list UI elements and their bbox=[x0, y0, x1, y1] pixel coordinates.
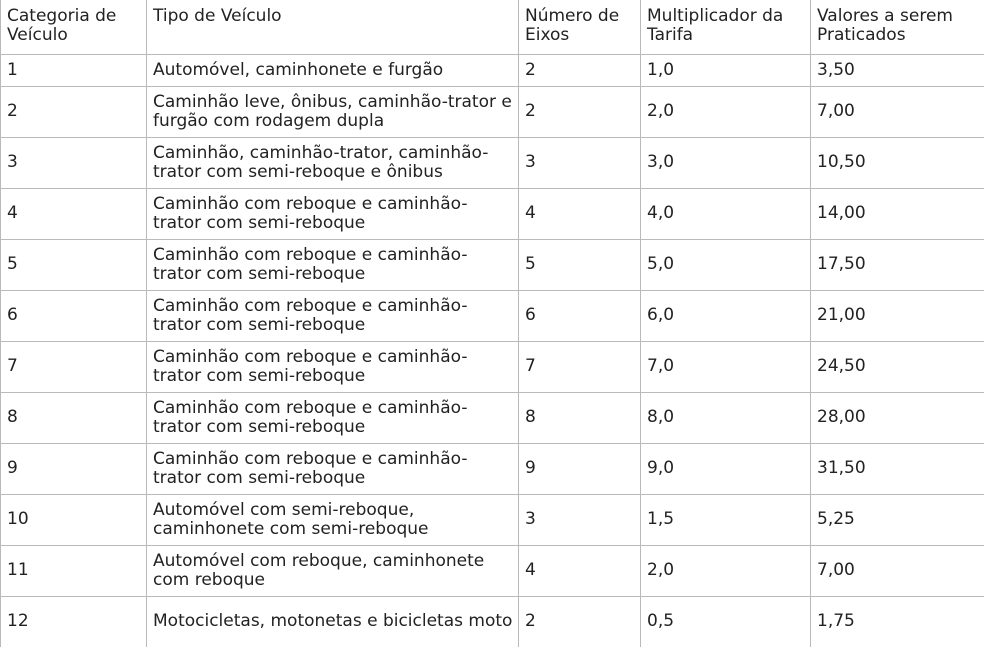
cell-vehicle-type: Automóvel, caminhonete e furgão bbox=[147, 54, 519, 86]
cell-axles: 4 bbox=[519, 188, 641, 239]
cell-axles: 2 bbox=[519, 54, 641, 86]
cell-multiplier: 6,0 bbox=[641, 290, 811, 341]
cell-vehicle-type: Caminhão com reboque e caminhão-trator com semi-reboque bbox=[147, 239, 519, 290]
table-row bbox=[1, 545, 984, 596]
cell-multiplier: 8,0 bbox=[641, 392, 811, 443]
cell-category: 1 bbox=[1, 54, 147, 86]
cell-axles: 5 bbox=[519, 239, 641, 290]
cell-value: 7,00 bbox=[811, 86, 984, 137]
cell-multiplier: 4,0 bbox=[641, 188, 811, 239]
cell-vehicle-type: Caminhão leve, ônibus, caminhão-trator e furgão com rodagem dupla bbox=[147, 86, 519, 137]
cell-value: 21,00 bbox=[811, 290, 984, 341]
cell-vehicle-type: Automóvel com semi-reboque, caminhonete com semi-reboque bbox=[147, 494, 519, 545]
cell-multiplier: 0,5 bbox=[641, 596, 811, 647]
cell-axles: 4 bbox=[519, 545, 641, 596]
cell-axles: 2 bbox=[519, 86, 641, 137]
cell-value: 10,50 bbox=[811, 137, 984, 188]
table-row bbox=[1, 341, 984, 392]
table-row bbox=[1, 188, 984, 239]
cell-axles: 3 bbox=[519, 494, 641, 545]
table-row bbox=[1, 392, 984, 443]
cell-category: 8 bbox=[1, 392, 147, 443]
table-row bbox=[1, 290, 984, 341]
cell-vehicle-type: Caminhão com reboque e caminhão-trator com semi-reboque bbox=[147, 188, 519, 239]
cell-axles: 3 bbox=[519, 137, 641, 188]
cell-axles: 8 bbox=[519, 392, 641, 443]
cell-value: 24,50 bbox=[811, 341, 984, 392]
cell-axles: 9 bbox=[519, 443, 641, 494]
header-row bbox=[1, 0, 984, 54]
table-row bbox=[1, 494, 984, 545]
cell-vehicle-type: Motocicletas, motonetas e bicicletas moto bbox=[147, 596, 519, 647]
cell-category: 5 bbox=[1, 239, 147, 290]
cell-category: 6 bbox=[1, 290, 147, 341]
cell-axles: 6 bbox=[519, 290, 641, 341]
cell-vehicle-type: Caminhão com reboque e caminhão-trator com semi-reboque bbox=[147, 341, 519, 392]
table-body bbox=[1, 54, 984, 647]
cell-vehicle-type: Automóvel com reboque, caminhonete com reboque bbox=[147, 545, 519, 596]
table-row bbox=[1, 596, 984, 647]
cell-category: 7 bbox=[1, 341, 147, 392]
cell-multiplier: 1,5 bbox=[641, 494, 811, 545]
cell-vehicle-type: Caminhão com reboque e caminhão-trator com semi-reboque bbox=[147, 392, 519, 443]
cell-category: 10 bbox=[1, 494, 147, 545]
header-vehicle-type: Tipo de Veículo bbox=[147, 0, 519, 54]
cell-axles: 2 bbox=[519, 596, 641, 647]
cell-vehicle-type: Caminhão com reboque e caminhão-trator com semi-reboque bbox=[147, 290, 519, 341]
cell-value: 7,00 bbox=[811, 545, 984, 596]
cell-multiplier: 3,0 bbox=[641, 137, 811, 188]
table-row bbox=[1, 239, 984, 290]
cell-value: 17,50 bbox=[811, 239, 984, 290]
cell-category: 9 bbox=[1, 443, 147, 494]
table-header bbox=[1, 0, 984, 54]
cell-value: 3,50 bbox=[811, 54, 984, 86]
header-vehicle-category: Categoria de Veículo bbox=[1, 0, 147, 54]
cell-category: 4 bbox=[1, 188, 147, 239]
cell-value: 28,00 bbox=[811, 392, 984, 443]
table-row bbox=[1, 443, 984, 494]
header-axle-count: Número de Eixos bbox=[519, 0, 641, 54]
cell-multiplier: 5,0 bbox=[641, 239, 811, 290]
cell-category: 3 bbox=[1, 137, 147, 188]
cell-multiplier: 2,0 bbox=[641, 86, 811, 137]
cell-value: 31,50 bbox=[811, 443, 984, 494]
cell-value: 1,75 bbox=[811, 596, 984, 647]
cell-category: 2 bbox=[1, 86, 147, 137]
table-row bbox=[1, 54, 984, 86]
cell-vehicle-type: Caminhão, caminhão-trator, caminhão-trator com semi-reboque e ônibus bbox=[147, 137, 519, 188]
header-tariff-multiplier: Multiplicador da Tarifa bbox=[641, 0, 811, 54]
cell-value: 5,25 bbox=[811, 494, 984, 545]
header-toll-value: Valores a serem Praticados bbox=[811, 0, 984, 54]
cell-multiplier: 7,0 bbox=[641, 341, 811, 392]
cell-vehicle-type: Caminhão com reboque e caminhão-trator com semi-reboque bbox=[147, 443, 519, 494]
cell-axles: 7 bbox=[519, 341, 641, 392]
cell-category: 11 bbox=[1, 545, 147, 596]
table-row bbox=[1, 137, 984, 188]
cell-category: 12 bbox=[1, 596, 147, 647]
cell-multiplier: 2,0 bbox=[641, 545, 811, 596]
cell-multiplier: 1,0 bbox=[641, 54, 811, 86]
cell-value: 14,00 bbox=[811, 188, 984, 239]
cell-multiplier: 9,0 bbox=[641, 443, 811, 494]
table-row bbox=[1, 86, 984, 137]
